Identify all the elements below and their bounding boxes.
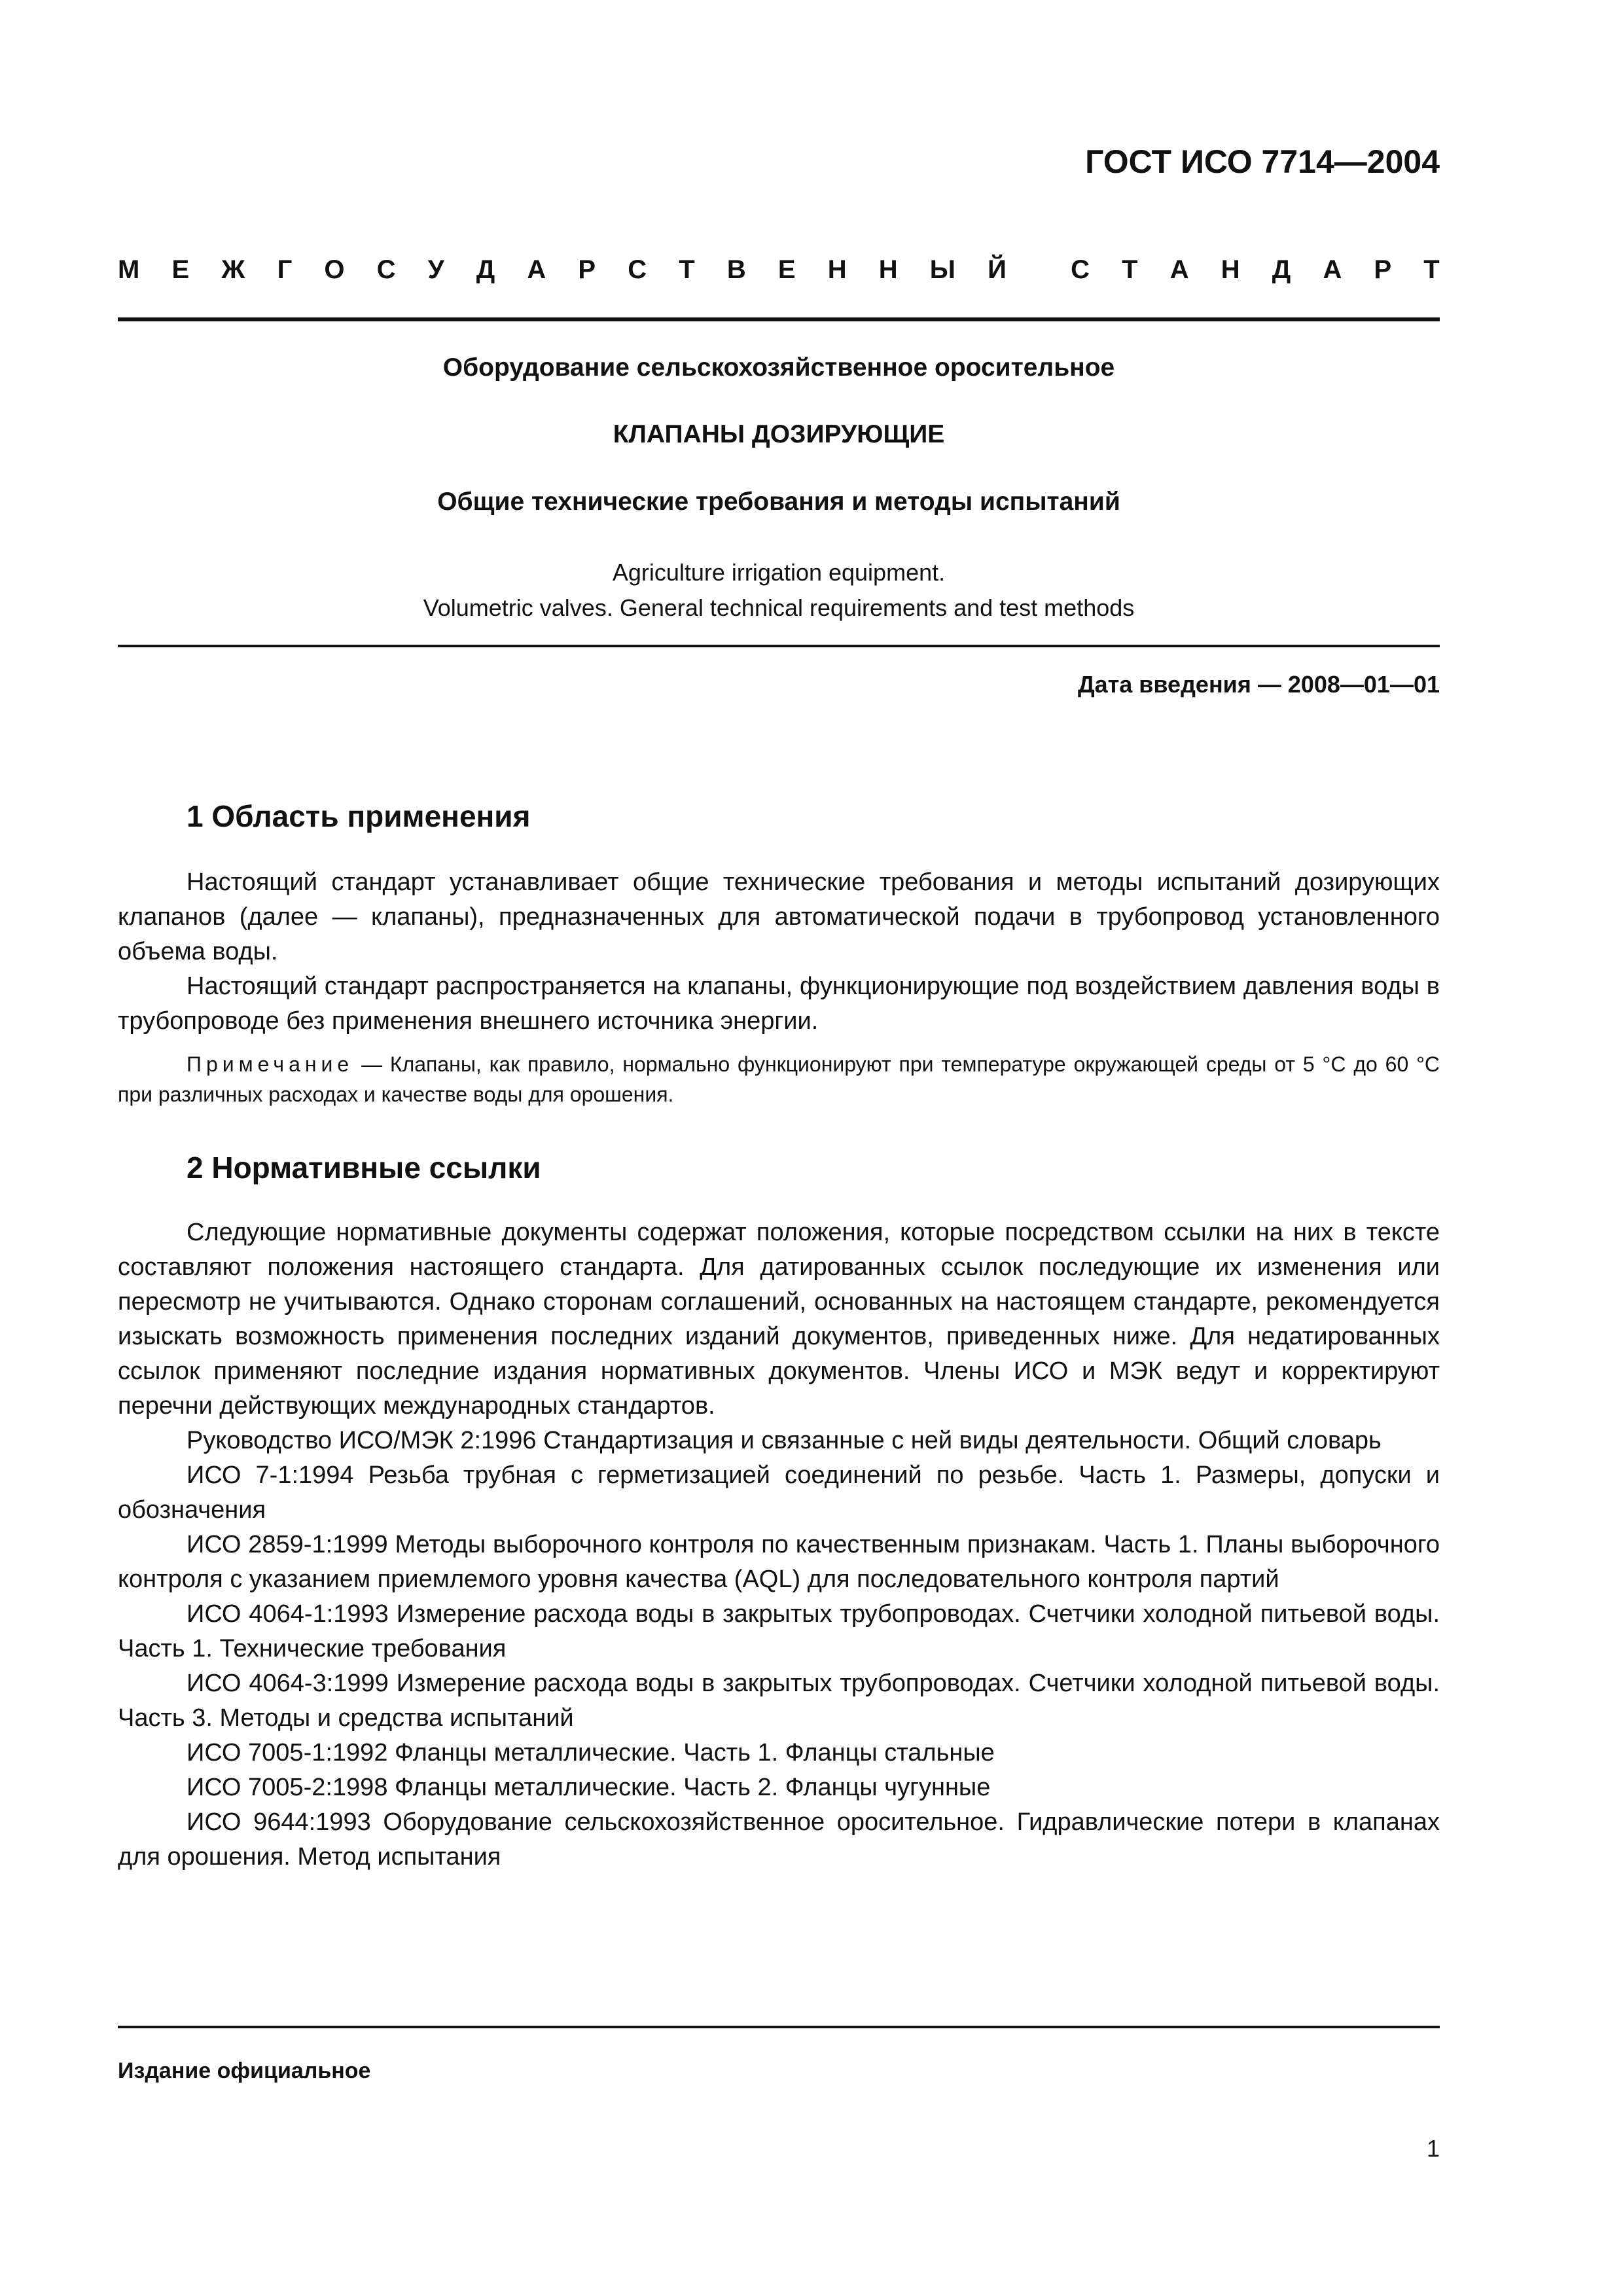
band-letter: Т — [1122, 255, 1138, 284]
band-letter: Н — [878, 255, 898, 284]
band-letter: С — [628, 255, 647, 284]
band-letter: М — [118, 255, 140, 284]
title-line-1: Оборудование сельскохозяйственное оросительное — [442, 353, 1115, 382]
band-letter: С — [376, 255, 396, 284]
band-letter: О — [324, 255, 345, 284]
title-line-2: КЛАПАНЫ ДОЗИРУЮЩИЕ — [613, 420, 945, 448]
band-letter: У — [427, 255, 444, 284]
section-2-heading: 2 Нормативные ссылки — [187, 1151, 541, 1185]
band-letter: Т — [679, 255, 695, 284]
band-letter: Й — [988, 255, 1007, 284]
reference-item: ИСО 4064-3:1999 Измерение расхода воды в закрытых трубопроводах. Счетчики холодной питьевой воды. Часть 3. Методы и средства испытаний — [118, 1670, 1440, 1732]
band-letter: Ж — [221, 255, 245, 284]
reference-item: ИСО 7-1:1994 Резьба трубная с герметизацией соединений по резьбе. Часть 1. Размеры, допуски и обозначения — [118, 1462, 1440, 1524]
paragraph: Следующие нормативные документы содержат положения, которые посредством ссылки на них в тексте составляют положения настоящего стандарта. Для датированных ссылок последующие их изменения или пересмотр не учитываются. Однако сторонам соглашений, основанных на настоящем стандарте, рекомендуется изыскать возможность применения последних изданий документов, приведенных ниже. Для недатированных ссылок применяют последние издания нормативных документов. Члены ИСО и МЭК ведут и корректируют перечни действующих международных стандартов. — [118, 1219, 1440, 1420]
section-1-body — [118, 865, 1440, 1039]
band-letter: Е — [171, 255, 190, 284]
footer-rule — [118, 2026, 1440, 2028]
reference-item: ИСО 9644:1993 Оборудование сельскохозяйственное оросительное. Гидравлические потери в клапанах для орошения. Метод испытания — [118, 1808, 1440, 1871]
band-letter: Д — [476, 255, 495, 284]
section-2-body — [118, 1215, 1440, 1874]
band-letter: Н — [1221, 255, 1240, 284]
english-title — [118, 555, 1440, 626]
band-letter: С — [1071, 255, 1090, 284]
introduction-date: Дата введения — 2008—01—01 — [1077, 671, 1440, 698]
english-title-line-1: Agriculture irrigation equipment. — [612, 559, 946, 586]
reference-item: ИСО 2859-1:1999 Методы выборочного контроля по качественным признакам. Часть 1. Планы выборочного контроля с указанием приемлемого уровня качества (AQL) для последовательного контроля партий — [118, 1531, 1440, 1593]
reference-item: ИСО 7005-2:1998 Фланцы металлические. Часть 2. Фланцы чугунные — [187, 1774, 991, 1801]
band-letter: Н — [827, 255, 847, 284]
band-letter: А — [1169, 255, 1189, 284]
band-letter: Д — [1272, 255, 1291, 284]
band-letter: Р — [1374, 255, 1392, 284]
document-number: ГОСТ ИСО 7714—2004 — [1085, 143, 1440, 180]
band-letter: Т — [1423, 255, 1440, 284]
band-letter: А — [1323, 255, 1342, 284]
band-letter: Г — [277, 255, 293, 284]
reference-item: ИСО 4064-1:1993 Измерение расхода воды в закрытых трубопроводах. Счетчики холодной питьевой воды. Часть 1. Технические требования — [118, 1600, 1440, 1662]
band-letter: Е — [777, 255, 796, 284]
note-text: — Клапаны, как правило, нормально функционируют при температуре окружающей среды от 5 °С до 60 °С при различных расходах и качестве воды для орошения. — [118, 1052, 1440, 1106]
header-rule — [118, 317, 1440, 321]
section-1-heading: 1 Область применения — [187, 799, 531, 833]
reference-item: ИСО 7005-1:1992 Фланцы металлические. Часть 1. Фланцы стальные — [187, 1739, 995, 1767]
paragraph: Настоящий стандарт распространяется на клапаны, функционирующие под воздействием давления воды в трубопроводе без применения внешнего источника энергии. — [118, 973, 1440, 1035]
reference-item: Руководство ИСО/МЭК 2:1996 Стандартизация и связанные с ней виды деятельности. Общий словарь — [187, 1427, 1382, 1454]
english-title-line-2: Volumetric valves. General technical requirements and test methods — [423, 594, 1135, 621]
title-line-3: Общие технические требования и методы испытаний — [437, 488, 1120, 516]
note-label: Примечание — [187, 1052, 354, 1076]
official-edition-label: Издание официальное — [118, 2058, 371, 2083]
paragraph: Настоящий стандарт устанавливает общие технические требования и методы испытаний дозирующих клапанов (далее — клапаны), предназначенных для автоматической подачи в трубопровод установленного объема воды. — [118, 869, 1440, 965]
title-rule — [118, 645, 1440, 647]
note-paragraph — [118, 1049, 1440, 1109]
section-1-note — [118, 1049, 1440, 1109]
band-letter: А — [527, 255, 546, 284]
band-letter: Р — [578, 255, 596, 284]
interstate-standard-band — [118, 255, 1440, 285]
band-letter: В — [726, 255, 746, 284]
page-number: 1 — [1426, 2135, 1440, 2162]
band-letter: Ы — [929, 255, 955, 284]
